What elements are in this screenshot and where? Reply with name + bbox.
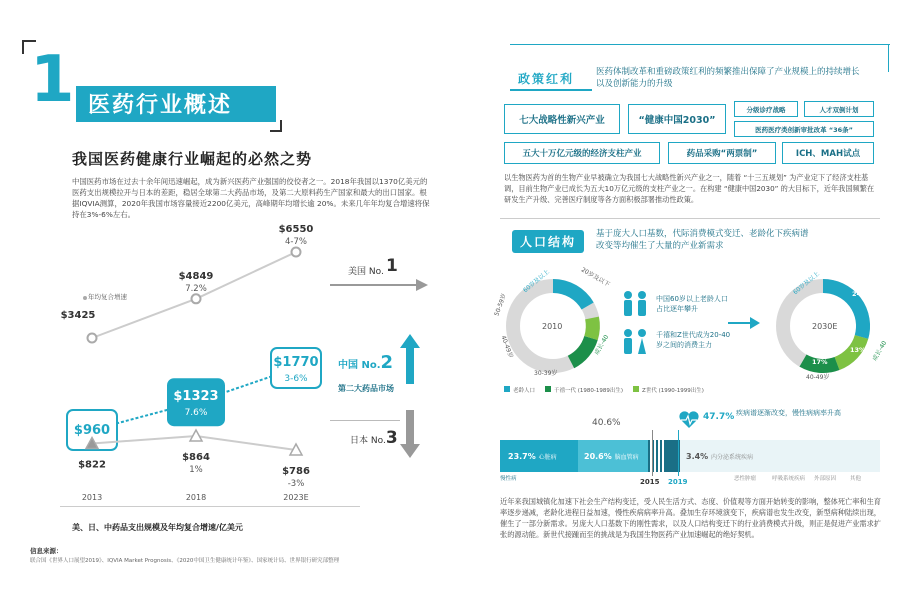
value-label-jp: $786 xyxy=(282,466,310,477)
value-label-jp: $822 xyxy=(78,459,106,471)
bar-category: 恶性肿瘤 xyxy=(734,476,757,482)
ring-label: 成长-40 xyxy=(871,339,889,363)
policy-tag-healthy: “健康中国2030” xyxy=(628,104,726,134)
young-people-icon xyxy=(620,328,650,358)
cagr-label-cn: 3-6% xyxy=(284,374,308,384)
policy-tag-seven: 七大战略性新兴产业 xyxy=(504,104,620,134)
policy-tag-innovate: 医药医疗类创新审批改革 “36条” xyxy=(734,121,874,137)
bar-categories xyxy=(500,474,880,482)
spending-chart xyxy=(60,224,320,513)
source-label: 信息来源： xyxy=(30,547,63,555)
divider xyxy=(500,218,880,219)
ring-label: 30-39岁 xyxy=(534,370,558,377)
policy-tag-talent: 人才双倒计划 xyxy=(804,101,874,117)
ring-label: 17% xyxy=(812,358,828,366)
rank-cn-number: 2 xyxy=(380,352,394,373)
page-subtitle: 我国医药健康行业崛起的必然之势 xyxy=(72,150,313,168)
disease-heading: 疾病谱逐渐改变，慢性病病率升高 xyxy=(736,409,841,417)
arrow-up-icon xyxy=(400,334,420,384)
arrow-right-icon xyxy=(330,278,430,292)
ring-label: 40-49岁 xyxy=(806,374,830,381)
policy-tag-procure: 药品采购“两票制” xyxy=(668,142,776,164)
arrow-down-icon xyxy=(400,410,420,458)
section-number: 1 xyxy=(30,43,75,117)
ring-label: 40-49岁 xyxy=(499,334,515,360)
heading-underline xyxy=(510,89,592,91)
population-description: 基于庞大人口基数，代际消费模式变迁、老龄化下疾病谱改变等均催生了大量的产业新需求 xyxy=(596,229,809,251)
legend-item: 千禧一代 (1980-1989出生) xyxy=(545,386,623,394)
ring-label: 24% xyxy=(852,290,868,298)
bottom-paragraph: 近年来我国城镇化加速下社会生产结构变迁，受人民生活方式、态度、价值观等方面开始转变的影响，整体死亡率和生育率逐步递减，老龄化进程日益加速，慢性疾病病率升高。叠加生存环境演变下，疾病谱也发生改变，新型病种陆续出现，催生了一部分新需求。另庞大人口基数下的刚性需求，以及人口结构变迁下的行业消费模式升级，则正是促进产业需求扩张的源动能。新世代接踵而至的挑战是为我国生物医药产业加速崛起的绝好契机。 xyxy=(500,497,881,539)
note-old: 中国60岁以上老龄人口占比逐年攀升 xyxy=(656,295,728,313)
legend-dot xyxy=(83,296,87,300)
bar-category: 其他 xyxy=(850,476,862,482)
value-label-us: $6550 xyxy=(278,224,314,235)
bar-category: 呼吸系统疾病 xyxy=(772,476,806,482)
bar-label: 3.4% 内分泌系统疾病 xyxy=(686,452,753,461)
bar-label: 20.6% 脑血管病 xyxy=(584,452,639,461)
rank-us-label: 美国 No. xyxy=(348,267,384,277)
cagr-label-us: 4-7% xyxy=(285,237,307,247)
divider xyxy=(330,420,400,421)
ring-label: 13% xyxy=(850,346,866,354)
chart-caption: 美、日、中药品支出规模及年均复合增速/亿美元 xyxy=(72,523,243,532)
cagr-label-cn: 7.6% xyxy=(184,408,208,419)
marker-line xyxy=(652,430,653,476)
value-label-jp: $864 xyxy=(182,452,210,463)
rank-jp xyxy=(350,428,398,448)
cagr-label: 年均复合增速 xyxy=(88,293,127,301)
rank-cn-sub: 第二大药品市场 xyxy=(338,384,394,393)
policy-description: 医药体制改革和重磅政策红利的频繁推出保障了产业规模上的持续增长以及创新能力的升级 xyxy=(596,67,860,89)
cagr-label-jp: 1% xyxy=(189,465,203,475)
policy-tag-diag: 分级诊疗战略 xyxy=(734,101,798,117)
x-tick-label: 2018 xyxy=(185,493,207,502)
year-label: 2019 xyxy=(668,478,688,486)
cagr-label-us: 7.2% xyxy=(185,283,207,294)
rank-jp-number: 3 xyxy=(385,428,398,448)
rank-cn xyxy=(338,352,393,373)
corner-frame xyxy=(270,120,282,132)
x-tick-label: 2013 xyxy=(81,493,103,502)
rank-us-number: 1 xyxy=(386,256,398,276)
section-title: 医药行业概述 xyxy=(88,93,233,118)
ring-label: 20岁及以下 xyxy=(579,266,611,289)
policy-paragraph: 以生物医药为首的生物产业早被确立为我国七大战略性新兴产业之一，随着 “十三五规划” 为产业定下了经济支柱基调，目前生物产业已成长为五大10万亿元级的支柱产业之一。在构建 “健康中国2030” 的大目标下，近年我国频繁在研发生产升级、完善医疗制度等各方面积极部署推动性政策。 xyxy=(504,173,875,204)
value-label-cn: $960 xyxy=(73,423,111,438)
population-heading: 人口结构 xyxy=(512,230,584,253)
rank-cn-label: 中国 No. xyxy=(338,360,381,371)
x-tick-label: 2023E xyxy=(283,493,309,502)
donut-2030-label: 2030E xyxy=(812,322,838,331)
arrow-right-icon xyxy=(728,316,762,330)
ring-label: 成长-40 xyxy=(593,333,611,357)
rank-jp-label: 日本 No. xyxy=(350,436,386,446)
policy-tag-ich: ICH、MAH试点 xyxy=(782,142,874,164)
ring-label: 50-59岁 xyxy=(493,292,508,318)
value-label-cn: $1770 xyxy=(273,355,319,370)
policy-tag-five: 五大十万亿元级的经济支柱产业 xyxy=(504,142,660,164)
marker-line xyxy=(678,430,679,476)
disease-bar-2015 xyxy=(648,440,666,472)
value-label-cn: $1323 xyxy=(173,389,219,405)
donut-2010-label: 2010 xyxy=(542,322,563,331)
heart-pulse-icon xyxy=(678,410,700,430)
value-label-us: $4849 xyxy=(178,270,214,282)
legend xyxy=(504,386,704,394)
data-point-us xyxy=(88,334,97,343)
divider xyxy=(510,44,890,45)
ring-label: 60岁及以上 xyxy=(792,270,821,297)
data-point-us xyxy=(192,294,201,303)
cagr-label-jp: -3% xyxy=(287,479,305,489)
divider xyxy=(888,44,889,72)
intro-paragraph: 中国医药市场在过去十余年间迅速崛起，成为新兴医药产业强国的佼佼者之一。2018年我国以1370亿美元的医药支出规模拉开与日本的差距，稳居全球第二大药品市场，及第二大原料药生产国家和最大的出口国家。根据IQVIA测算，2020年我国市场容量接近2200亿美元，高峰期年均增长逾 20%。未来几年年均复合增速将保持在3%-6%左右。 xyxy=(72,177,430,219)
disease-pct-left: 40.6% xyxy=(592,418,621,428)
data-point-us xyxy=(292,248,301,257)
ring-label: 60岁及以上 xyxy=(522,268,551,295)
legend-item: 老龄人口 xyxy=(504,386,535,394)
policy-heading: 政策红利 xyxy=(518,72,575,86)
right-page xyxy=(460,0,920,596)
disease-pct-right: 47.7% xyxy=(703,412,735,422)
bar-category: 外部原因 xyxy=(814,476,837,482)
year-label: 2015 xyxy=(640,478,660,486)
divider xyxy=(60,506,360,507)
legend-item: Z世代 (1990-1999出生) xyxy=(633,386,704,394)
note-young: 千禧和Z世代成为20-40岁之间的消费主力 xyxy=(656,331,731,349)
elderly-icon xyxy=(620,290,650,320)
bar-label: 23.7% 心脏病 xyxy=(508,452,557,461)
bar-category: 慢性病 xyxy=(500,476,517,482)
value-label-us: $3425 xyxy=(60,310,96,321)
source-text: 联合国《世界人口展望2019》、IQVIA Market Prognosis、《2020中国卫生健康统计年鉴》、国家统计局、世界银行研究部整理 xyxy=(30,558,340,564)
